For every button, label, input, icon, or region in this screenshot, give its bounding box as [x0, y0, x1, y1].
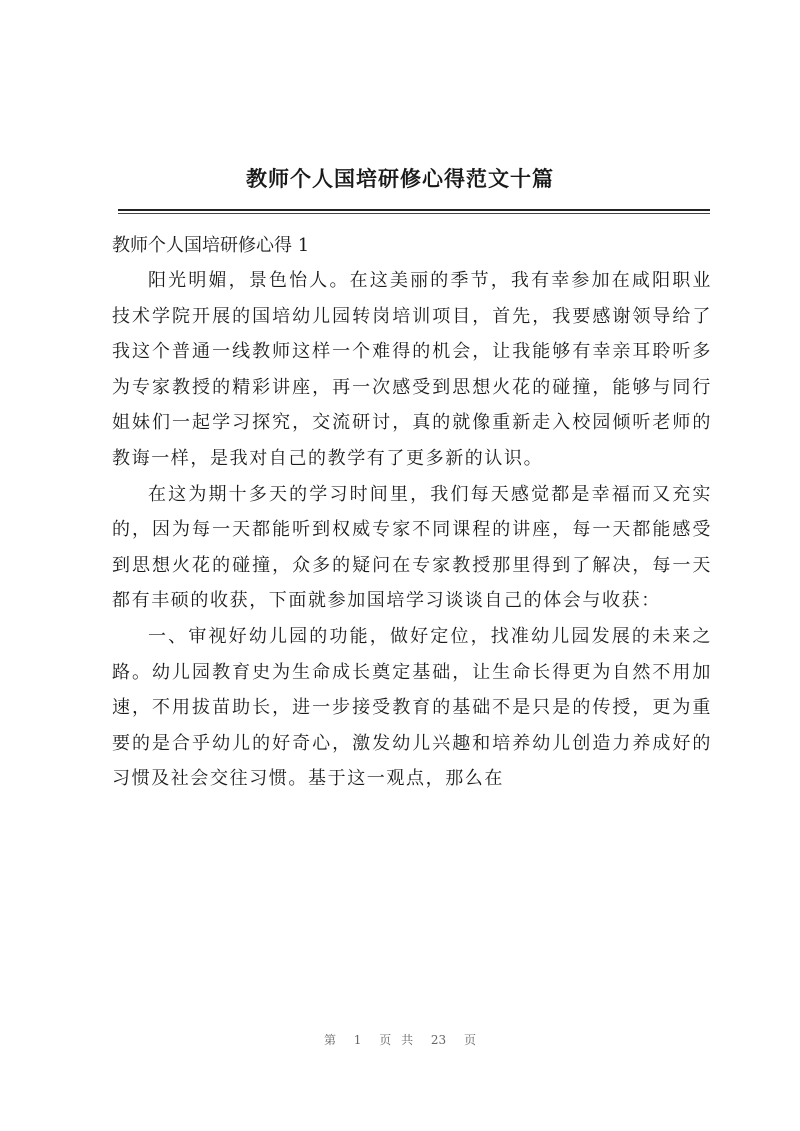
paragraph-2: 在这为期十多天的学习时间里，我们每天感觉都是幸福而又充实的，因为每一天都能听到权威专家不同课程的讲座，每一天都能感受到思想火花的碰撞，众多的疑问在专家教授那里得到了解决，每一天都有丰硕的收获，下面就参加国培学习谈谈自己的体会与收获： [112, 483, 712, 612]
footer-total-pages: 23 [430, 1033, 447, 1047]
paragraph-1: 阳光明媚，景色怡人。在这美丽的季节，我有幸参加在咸阳职业技术学院开展的国培幼儿园转岗培训项目，首先，我要感谢领导给了我这个普通一线教师这样一个难得的机会，让我能够有幸亲耳聆听多为专家教授的精彩讲座，再一次感受到思想火花的碰撞，能够与同行姐妹们一起学习探究，交流研讨，真的就像重新走入校园倾听老师的教诲一样，是我对自己的教学有了更多新的认识。 [112, 270, 712, 469]
section-heading: 教师个人国培研修心得 1 [112, 235, 310, 256]
paragraph-3: 一、审视好幼儿园的功能，做好定位，找准幼儿园发展的未来之路。幼儿园教育史为生命成长奠定基础，让生命长得更为自然不用加速，不用拔苗助长，进一步接受教育的基础不是只是的传授，更为重要的是合乎幼儿的好奇心，激发幼儿兴趣和培养幼儿创造力养成好的习惯及社会交往习惯。基于这一观点，那么在 [112, 625, 712, 790]
footer-label-page: 第 [323, 1033, 336, 1047]
title-divider-thick [118, 209, 710, 211]
page-footer [0, 1031, 800, 1048]
footer-label-pages: 页 [464, 1033, 477, 1047]
footer-current-page: 1 [353, 1033, 362, 1047]
document-title: 教师个人国培研修心得范文十篇 [246, 166, 554, 191]
footer-label-of: 页 共 [379, 1033, 414, 1047]
title-divider-thin [118, 213, 710, 214]
document-body [112, 228, 712, 797]
